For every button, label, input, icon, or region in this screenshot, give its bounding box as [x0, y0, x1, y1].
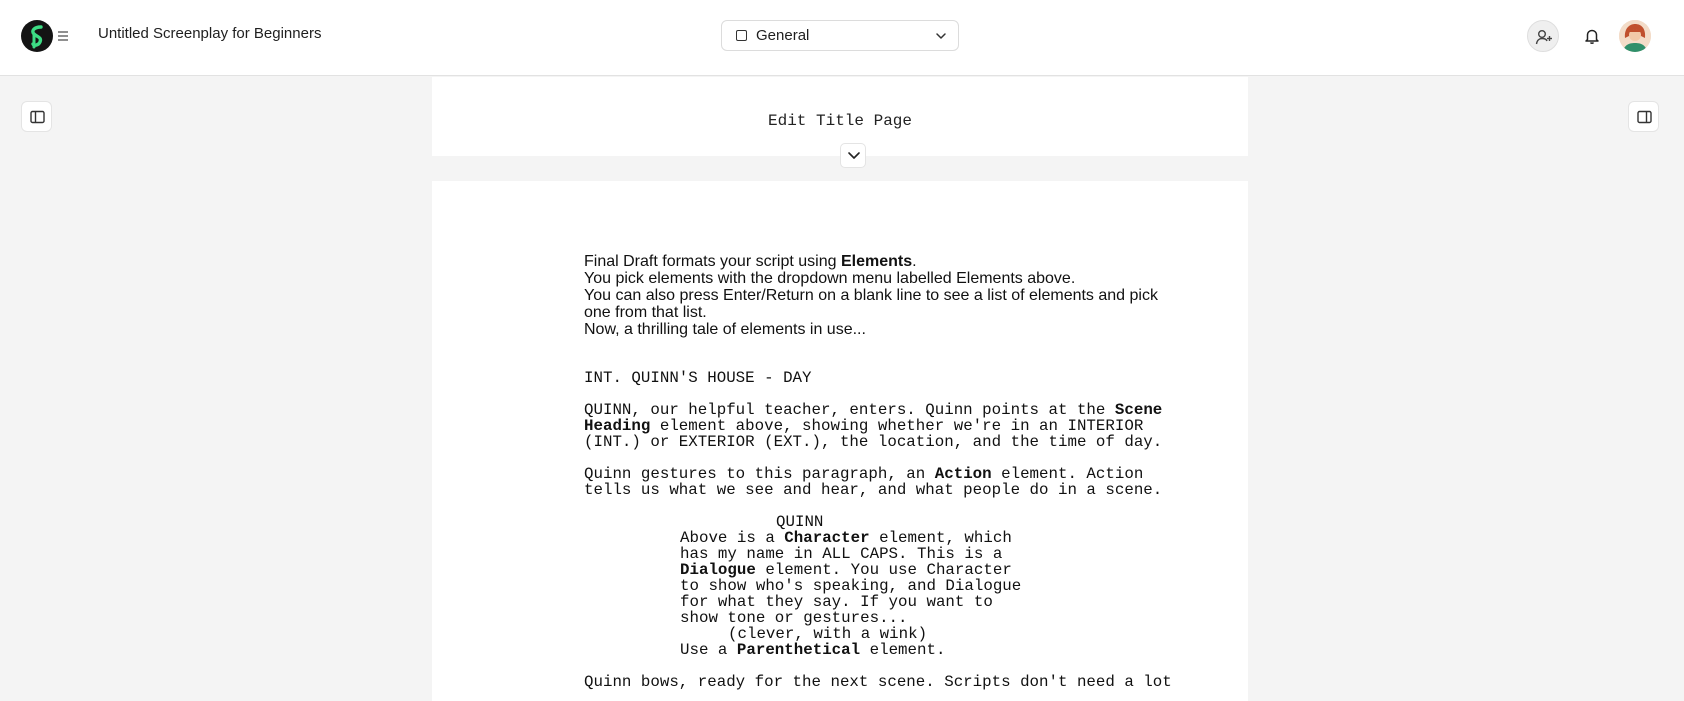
top-bar [0, 0, 1684, 76]
document-title[interactable]: Untitled Screenplay for Beginners [98, 25, 322, 42]
action-element[interactable]: Quinn bows, ready for the next scene. Scripts don't need a lot [584, 673, 1172, 691]
toggle-left-sidebar-button[interactable] [21, 101, 52, 132]
user-avatar[interactable] [1619, 20, 1651, 52]
bell-icon [1583, 27, 1601, 45]
intro-line: one from that list. [584, 304, 707, 321]
notifications-button[interactable] [1576, 20, 1608, 52]
script-page[interactable] [432, 181, 1248, 701]
action-element[interactable]: QUINN, our helpful teacher, enters. Quinn points at the Scene Heading element above, showing whether we're in an INTERIOR (INT.) or EXTERIOR (EXT.), the location, and the time of day. [584, 401, 1163, 451]
intro-line: Now, a thrilling tale of elements in use... [584, 321, 866, 338]
edit-title-page-link[interactable]: Edit Title Page [767, 112, 913, 130]
intro-line: You pick elements with the dropdown menu labelled Elements above. [584, 270, 1076, 287]
page-view-icon [736, 30, 747, 41]
parenthetical-element[interactable]: (clever, with a wink) [728, 625, 928, 643]
right-panel-icon [1637, 110, 1652, 124]
toggle-right-sidebar-button[interactable] [1628, 101, 1659, 132]
intro-general-text[interactable] [584, 253, 1184, 338]
left-panel-icon [30, 110, 45, 124]
intro-line: Final Draft formats your script using Elements. [584, 253, 917, 270]
view-mode-dropdown[interactable] [721, 20, 959, 51]
chevron-down-icon [934, 29, 948, 43]
action-element[interactable]: Quinn gestures to this paragraph, an Action element. Action tells us what we see and hear, and what people do in a scene. [584, 465, 1163, 499]
scene-heading[interactable]: INT. QUINN'S HOUSE - DAY [584, 369, 812, 387]
chevron-down-icon [847, 150, 861, 162]
app-logo-icon[interactable] [21, 20, 53, 52]
expand-title-page-button[interactable] [840, 143, 866, 168]
dialogue-element[interactable]: Above is a Character element, which has my name in ALL CAPS. This is a Dialogue element. You use Character to show who's speaking, and Dialogue for what they say. If you want to show tone or gestures... [680, 529, 1022, 627]
view-mode-label: General [756, 27, 810, 44]
dialogue-element[interactable]: Use a Parenthetical element. [680, 641, 946, 659]
character-element[interactable]: QUINN [776, 513, 824, 531]
add-user-icon [1535, 28, 1553, 46]
menu-icon[interactable] [57, 29, 69, 43]
intro-line: You can also press Enter/Return on a blank line to see a list of elements and pick [584, 287, 1158, 304]
add-collaborator-button[interactable] [1527, 20, 1559, 52]
